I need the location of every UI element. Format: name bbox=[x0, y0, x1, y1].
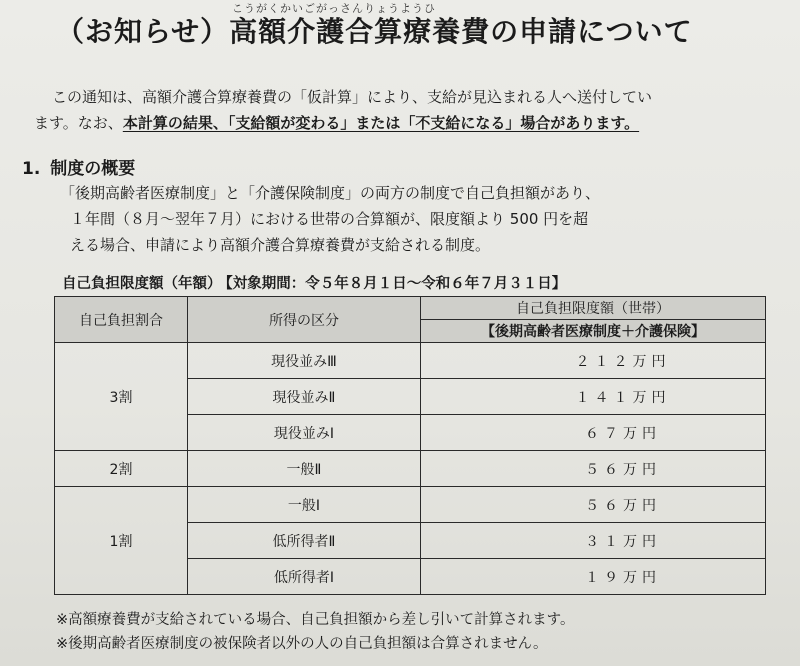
section-number: 1. bbox=[22, 159, 41, 179]
intro-paragraph bbox=[34, 84, 794, 136]
page-title: （お知らせ）高額介護合算療養費の申請について bbox=[56, 15, 693, 48]
income-cell: 一般Ⅱ bbox=[188, 451, 421, 487]
desc-line-1: 「後期高齢者医療制度」と「介護保険制度」の両方の制度で自己負担額があり、 bbox=[60, 184, 601, 202]
footnotes bbox=[56, 608, 575, 656]
title-ruby: こうがくかいごがっさんりょうようひ bbox=[232, 2, 436, 15]
header-income: 所得の区分 bbox=[188, 297, 421, 343]
table-row bbox=[55, 343, 766, 379]
footnote-1: ※高額療養費が支給されている場合、自己負担額から差し引いて計算されます。 bbox=[56, 612, 575, 628]
intro-line-2 bbox=[34, 110, 794, 136]
amount-cell: ５６万円 bbox=[421, 451, 766, 487]
amount-cell: ２１２万円 bbox=[421, 343, 766, 379]
desc-line-3: える場合、申請により高額介護合算療養費が支給される制度。 bbox=[70, 236, 491, 254]
limit-table bbox=[54, 296, 766, 595]
ratio-cell: 1割 bbox=[55, 487, 188, 595]
intro-plain: ます。なお、 bbox=[34, 114, 123, 132]
income-cell: 現役並みⅡ bbox=[188, 379, 421, 415]
section-description bbox=[60, 180, 760, 258]
section-title: 制度の概要 bbox=[50, 159, 136, 179]
desc-line-2: １年間（８月～翌年７月）における世帯の合算額が、限度額より 500 円を超 bbox=[70, 210, 589, 228]
header-limit-2: 【後期高齢者医療制度＋介護保険】 bbox=[421, 320, 766, 343]
caption-period: 【対象期間：令５年８月１日～令和６年７月３１日】 bbox=[225, 276, 567, 292]
amount-cell: ３１万円 bbox=[421, 523, 766, 559]
amount-cell: ６７万円 bbox=[421, 415, 766, 451]
table-row bbox=[55, 451, 766, 487]
income-cell: 低所得者Ⅱ bbox=[188, 523, 421, 559]
income-cell: 現役並みⅢ bbox=[188, 343, 421, 379]
header-limit-1: 自己負担限度額（世帯） bbox=[421, 297, 766, 320]
intro-emphasis: 本計算の結果、「支給額が変わる」または「不支給になる」場合があります。 bbox=[122, 114, 640, 132]
ratio-cell: 3割 bbox=[55, 343, 188, 451]
section-heading bbox=[22, 154, 135, 179]
amount-cell: １９万円 bbox=[421, 559, 766, 595]
table-caption bbox=[62, 272, 566, 293]
caption-label: 自己負担限度額（年額） bbox=[62, 276, 222, 292]
intro-line-1: この通知は、高額介護合算療養費の「仮計算」により、支給が見込まれる人へ送付してい bbox=[52, 88, 653, 106]
ratio-cell: 2割 bbox=[55, 451, 188, 487]
income-cell: 現役並みⅠ bbox=[188, 415, 421, 451]
income-cell: 一般Ⅰ bbox=[188, 487, 421, 523]
header-ratio: 自己負担割合 bbox=[55, 297, 188, 343]
income-cell: 低所得者Ⅰ bbox=[188, 559, 421, 595]
amount-cell: １４１万円 bbox=[421, 379, 766, 415]
table-row bbox=[55, 487, 766, 523]
footnote-2: ※後期高齢者医療制度の被保険者以外の人の自己負担額は合算されません。 bbox=[56, 636, 548, 652]
amount-cell: ５６万円 bbox=[421, 487, 766, 523]
